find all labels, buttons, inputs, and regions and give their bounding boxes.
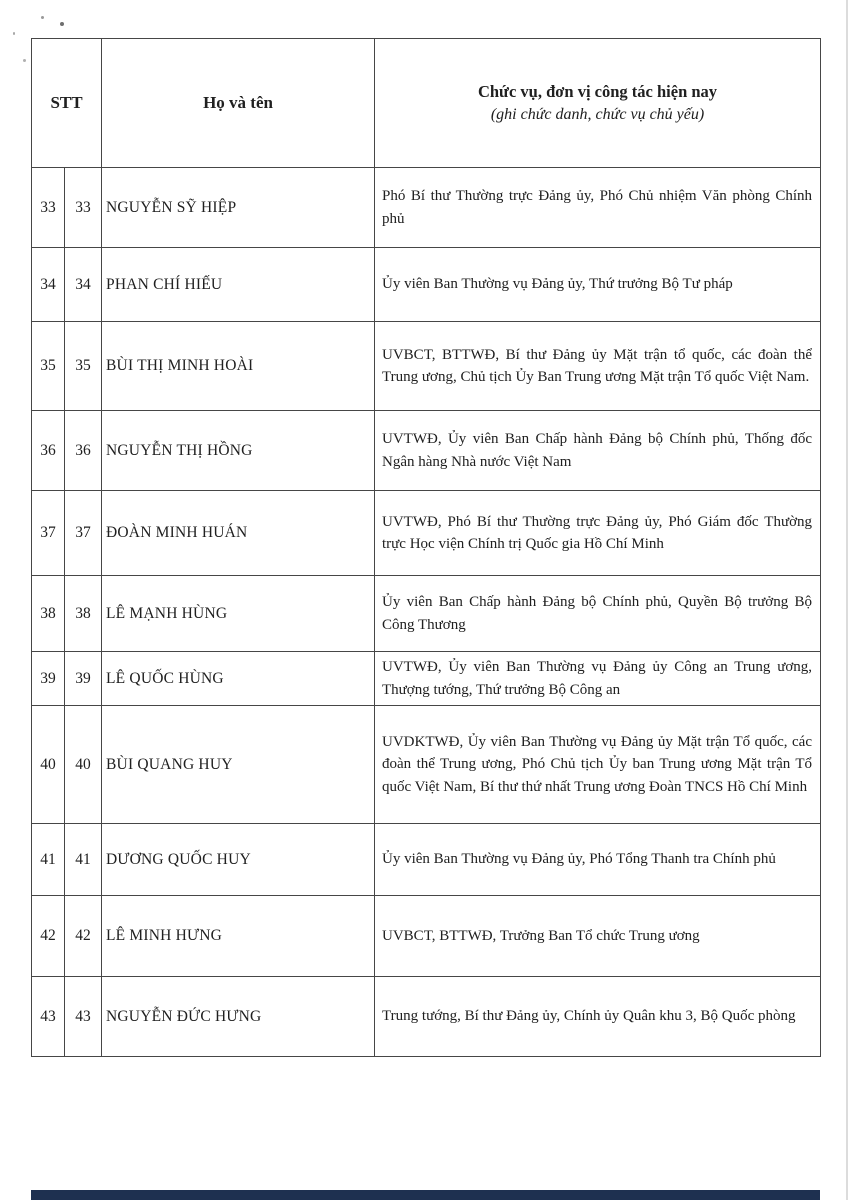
name-cell: BÙI QUANG HUY xyxy=(102,706,375,824)
row-number-cell-2: 38 xyxy=(65,576,102,652)
name-cell: NGUYỄN SỸ HIỆP xyxy=(102,168,375,248)
table-row xyxy=(32,652,821,706)
table-row xyxy=(32,322,821,411)
table-row xyxy=(32,491,821,576)
name-cell: LÊ MẠNH HÙNG xyxy=(102,576,375,652)
table-header-row xyxy=(32,39,821,168)
row-number-cell-2: 42 xyxy=(65,896,102,977)
table-row xyxy=(32,168,821,248)
name-cell: NGUYỄN ĐỨC HƯNG xyxy=(102,977,375,1057)
position-cell: Ủy viên Ban Chấp hành Đảng bộ Chính phủ, Quyền Bộ trưởng Bộ Công Thương xyxy=(375,576,821,652)
row-number-cell-2: 37 xyxy=(65,491,102,576)
header-position-title: Chức vụ, đơn vị công tác hiện nay xyxy=(477,81,718,101)
row-number-cell: 43 xyxy=(32,977,65,1057)
row-number-cell: 34 xyxy=(32,248,65,322)
row-number-cell: 42 xyxy=(32,896,65,977)
row-number-cell-2: 41 xyxy=(65,824,102,896)
next-table-edge-bar xyxy=(31,1190,820,1200)
row-number-cell: 39 xyxy=(32,652,65,706)
row-number-cell: 37 xyxy=(32,491,65,576)
name-cell: DƯƠNG QUỐC HUY xyxy=(102,824,375,896)
row-number-cell: 36 xyxy=(32,411,65,491)
position-cell: Trung tướng, Bí thư Đảng ủy, Chính ủy Quân khu 3, Bộ Quốc phòng xyxy=(375,977,821,1057)
name-cell: BÙI THỊ MINH HOÀI xyxy=(102,322,375,411)
table-row xyxy=(32,977,821,1057)
header-name: Họ và tên xyxy=(102,39,375,168)
document-table xyxy=(31,38,821,1057)
table-row xyxy=(32,896,821,977)
position-cell: UVDKTWĐ, Ủy viên Ban Thường vụ Đảng ủy Mặt trận Tổ quốc, các đoàn thể Trung ương, Phó Chủ tịch Ủy ban Trung ương Mặt trận Tổ quốc Việt Nam, Bí thư thứ nhất Trung ương Đoàn TNCS Hồ Chí Minh xyxy=(375,706,821,824)
scan-speck xyxy=(23,59,26,62)
name-cell: NGUYỄN THỊ HỒNG xyxy=(102,411,375,491)
position-cell: UVTWĐ, Ủy viên Ban Chấp hành Đảng bộ Chính phủ, Thống đốc Ngân hàng Nhà nước Việt Nam xyxy=(375,411,821,491)
row-number-cell-2: 36 xyxy=(65,411,102,491)
name-cell: LÊ QUỐC HÙNG xyxy=(102,652,375,706)
row-number-cell: 38 xyxy=(32,576,65,652)
scan-speck xyxy=(13,32,15,35)
header-position-subtitle: (ghi chức danh, chức vụ chủ yếu) xyxy=(490,105,705,123)
name-cell: ĐOÀN MINH HUÁN xyxy=(102,491,375,576)
row-number-cell: 41 xyxy=(32,824,65,896)
position-cell: UVTWĐ, Phó Bí thư Thường trực Đảng ủy, Phó Giám đốc Thường trực Học viện Chính trị Quốc gia Hồ Chí Minh xyxy=(375,491,821,576)
position-cell: UVBCT, BTTWĐ, Trưởng Ban Tổ chức Trung ương xyxy=(375,896,821,977)
header-stt: STT xyxy=(32,39,102,168)
table-row xyxy=(32,706,821,824)
scan-speck xyxy=(41,16,44,19)
table-row xyxy=(32,824,821,896)
scan-speck xyxy=(60,22,64,26)
row-number-cell-2: 33 xyxy=(65,168,102,248)
table-body xyxy=(32,168,821,1057)
header-position xyxy=(375,39,821,168)
row-number-cell-2: 34 xyxy=(65,248,102,322)
position-cell: UVTWĐ, Ủy viên Ban Thường vụ Đảng ủy Công an Trung ương, Thượng tướng, Thứ trưởng Bộ Công an xyxy=(375,652,821,706)
row-number-cell: 40 xyxy=(32,706,65,824)
table-row xyxy=(32,248,821,322)
row-number-cell-2: 43 xyxy=(65,977,102,1057)
position-cell: Ủy viên Ban Thường vụ Đảng ủy, Phó Tổng Thanh tra Chính phủ xyxy=(375,824,821,896)
name-cell: PHAN CHÍ HIẾU xyxy=(102,248,375,322)
row-number-cell: 33 xyxy=(32,168,65,248)
table-row xyxy=(32,411,821,491)
position-cell: Phó Bí thư Thường trực Đảng ủy, Phó Chủ nhiệm Văn phòng Chính phủ xyxy=(375,168,821,248)
table-row xyxy=(32,576,821,652)
row-number-cell: 35 xyxy=(32,322,65,411)
row-number-cell-2: 39 xyxy=(65,652,102,706)
row-number-cell-2: 40 xyxy=(65,706,102,824)
position-cell: UVBCT, BTTWĐ, Bí thư Đảng ủy Mặt trận tổ quốc, các đoàn thể Trung ương, Chủ tịch Ủy Ban Trung ương Mặt trận Tổ quốc Việt Nam. xyxy=(375,322,821,411)
position-cell: Ủy viên Ban Thường vụ Đảng ủy, Thứ trưởng Bộ Tư pháp xyxy=(375,248,821,322)
row-number-cell-2: 35 xyxy=(65,322,102,411)
name-cell: LÊ MINH HƯNG xyxy=(102,896,375,977)
